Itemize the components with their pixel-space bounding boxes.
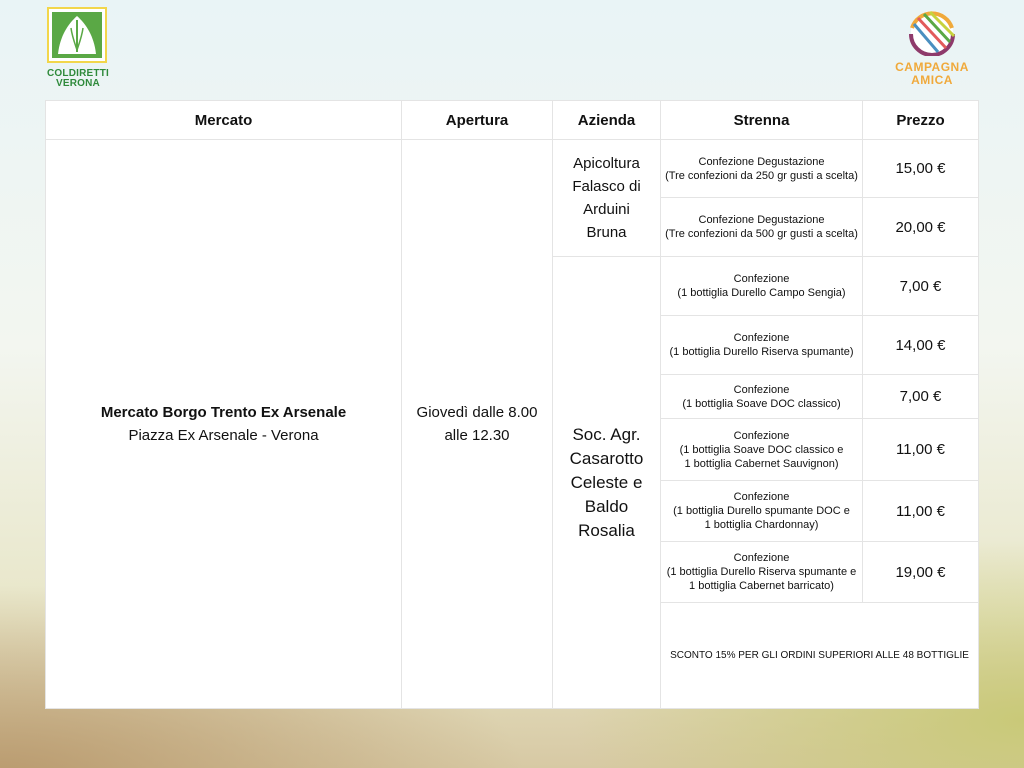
- header-azienda: Azienda: [553, 101, 661, 140]
- strenna-cell: [661, 198, 863, 257]
- price-cell: 7,00 €: [863, 375, 979, 419]
- company-line: Celeste e: [570, 472, 643, 492]
- company-cell-casarotto: [553, 257, 661, 709]
- strenna-line: Confezione: [733, 332, 790, 344]
- strenna-cell: [661, 542, 863, 603]
- coldiretti-name: COLDIRETTI: [47, 68, 109, 79]
- strenna-line: (1 bottiglia Soave DOC classico): [682, 397, 841, 410]
- strenna-line: Confezione: [733, 273, 790, 285]
- price-cell: 11,00 €: [863, 419, 979, 481]
- coldiretti-city: VERONA: [56, 78, 100, 89]
- price-cell: 14,00 €: [863, 316, 979, 375]
- market-cell: [46, 140, 402, 709]
- market-name: Mercato Borgo Trento Ex Arsenale: [100, 404, 347, 421]
- price-cell: 11,00 €: [863, 481, 979, 542]
- price-cell: 20,00 €: [863, 198, 979, 257]
- table-header-row: [46, 101, 979, 140]
- strenna-cell: [661, 481, 863, 542]
- company-line: Bruna: [586, 224, 627, 241]
- company-line: Casarotto: [569, 448, 644, 468]
- header-strenna: Strenna: [661, 101, 863, 140]
- company-line: Soc. Agr.: [572, 424, 641, 444]
- campagna-word: CAMPAGNA: [895, 60, 969, 74]
- strenna-line: (1 bottiglia Soave DOC classico e: [679, 443, 844, 456]
- strenna-line: Confezione: [733, 429, 790, 442]
- campagna-amica-globe-icon: [888, 8, 976, 56]
- opening-cell: [402, 140, 553, 709]
- header-apertura: Apertura: [402, 101, 553, 140]
- strenna-line: Confezione: [733, 383, 790, 396]
- strenna-line: Confezione Degustazione: [698, 155, 825, 168]
- header-prezzo: Prezzo: [863, 101, 979, 140]
- strenna-line: 1 bottiglia Cabernet barricato): [689, 580, 834, 592]
- price-cell: 15,00 €: [863, 140, 979, 198]
- amica-word: AMICA: [911, 73, 953, 87]
- strenna-line: (1 bottiglia Durello spumante DOC e: [673, 505, 850, 517]
- strenna-line: (1 bottiglia Durello Campo Sengia): [677, 287, 846, 299]
- strenna-cell: [661, 419, 863, 481]
- table-row: [46, 140, 979, 198]
- strenna-line: (Tre confezioni da 250 gr gusti a scelta): [665, 169, 858, 182]
- coldiretti-emblem-icon: [46, 6, 108, 64]
- strenna-cell: [661, 375, 863, 419]
- price-cell: 7,00 €: [863, 257, 979, 316]
- coldiretti-logo: [46, 6, 110, 89]
- strenna-line: (1 bottiglia Durello Riserva spumante e: [666, 566, 857, 578]
- company-line: Arduini: [583, 201, 630, 218]
- strenna-line: Confezione: [733, 552, 790, 564]
- company-line: Apicoltura: [573, 155, 640, 172]
- campagna-amica-logo: [888, 8, 976, 88]
- strenna-line: Confezione Degustazione: [698, 214, 825, 226]
- strenna-line: (Tre confezioni da 500 gr gusti a scelta): [665, 228, 858, 240]
- opening-line: alle 12.30: [444, 427, 510, 444]
- strenna-line: Confezione: [733, 491, 790, 503]
- company-line: Rosalia: [578, 520, 635, 540]
- strenna-cell: [661, 316, 863, 375]
- company-line: Baldo: [584, 496, 629, 516]
- market-table: [45, 100, 979, 709]
- price-cell: 19,00 €: [863, 542, 979, 603]
- company-line: Falasco di: [572, 178, 641, 195]
- strenna-line: (1 bottiglia Durello Riserva spumante): [669, 346, 854, 358]
- market-address: Piazza Ex Arsenale - Verona: [128, 427, 319, 444]
- strenna-line: 1 bottiglia Cabernet Sauvignon): [684, 457, 839, 470]
- strenna-cell: [661, 140, 863, 198]
- discount-note: SCONTO 15% PER GLI ORDINI SUPERIORI ALLE 48 BOTTIGLIE: [661, 603, 979, 709]
- opening-line: Giovedì dalle 8.00: [416, 404, 538, 421]
- strenna-line: 1 bottiglia Chardonnay): [704, 519, 819, 531]
- strenna-cell: [661, 257, 863, 316]
- company-cell-apicoltura: [553, 140, 661, 257]
- header-mercato: Mercato: [46, 101, 402, 140]
